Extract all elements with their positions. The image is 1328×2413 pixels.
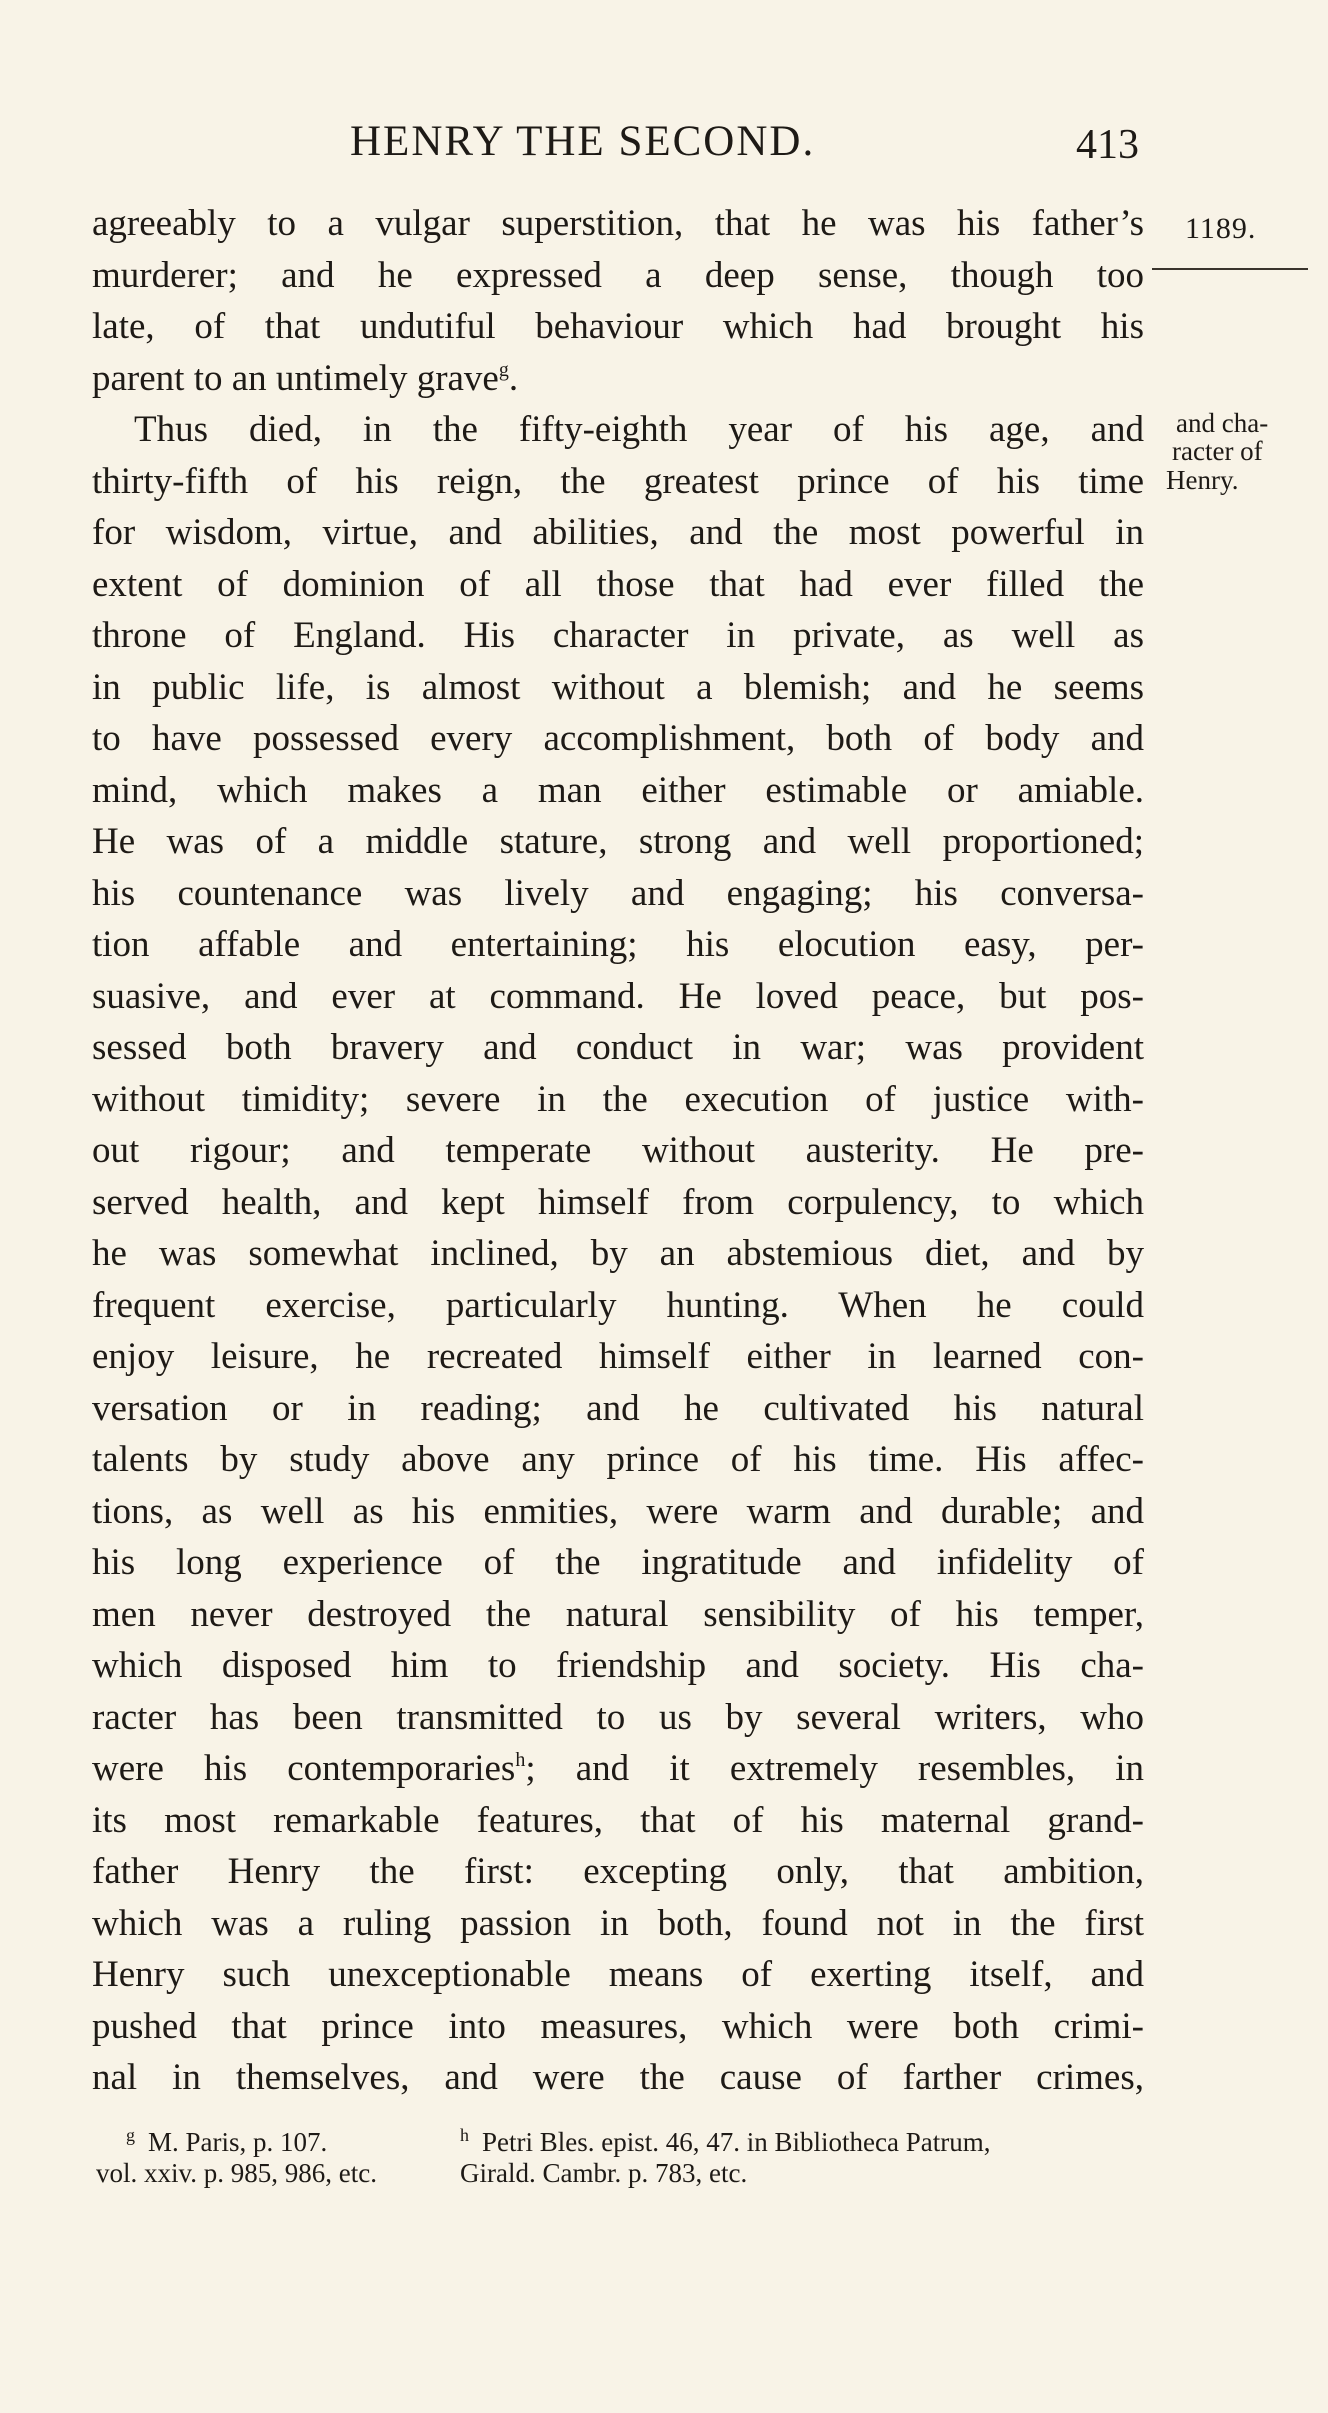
text-line: in public life, is almost without a blemish; and he seems [92,666,1144,708]
margin-rule [1152,268,1308,270]
text-line: murderer; and he expressed a deep sense, though too [92,254,1144,296]
footnote-g-text: M. Paris, p. 107. [148,2127,328,2157]
text-line: without timidity; severe in the execution of justice with- [92,1078,1144,1120]
text-line-content: parent to an untimely grave [92,357,499,399]
footnote-line [96,2116,1196,2157]
text-line: Thus died, in the fifty-eighth year of his age, and [134,409,1144,450]
margin-note-line: racter of [1172,436,1263,466]
footnote-line [96,2154,1196,2192]
text-line: agreeably to a vulgar superstition, that he was his father’s [92,203,1144,244]
text-line: mind, which makes a man either estimable or amiable. [92,769,1144,811]
text-line: throne of England. His character in private, as well as [92,615,1144,656]
text-line: late, of that undutiful behaviour which had brought his [92,306,1144,347]
text-line: to have possessed every accomplishment, both of body and [92,718,1144,759]
text-line: talents by study above any prince of his time. His affec- [92,1439,1144,1480]
text-line: thirty-fifth of his reign, the greatest prince of his time [92,460,1144,502]
text-line: which was a ruling passion in both, found not in the first [92,1902,1144,1944]
text-line: enjoy leisure, he recreated himself either in learned con- [92,1336,1144,1377]
text-line: which disposed him to friendship and society. His cha- [92,1645,1144,1686]
text-line: suasive, and ever at command. He loved peace, but pos- [92,975,1144,1017]
footnote-ref-h: h [515,1749,526,1771]
text-line: for wisdom, virtue, and abilities, and the most powerful in [92,512,1144,553]
text-line: his long experience of the ingratitude and infidelity of [92,1542,1144,1583]
text-line [92,1743,1144,1795]
text-line: He was of a middle stature, strong and well proportioned; [92,821,1144,862]
footnotes [96,2116,1196,2192]
text-line: his countenance was lively and engaging; his conversa- [92,872,1144,914]
running-head [0,117,1328,177]
margin-year: 1189. [1185,212,1257,245]
text-line: frequent exercise, particularly hunting. When he could [92,1284,1144,1326]
text-line: tion affable and entertaining; his elocution easy, per- [92,924,1144,965]
footnote-ref-g: g [498,358,509,381]
margin-note-line: and cha- [1176,408,1269,438]
footnote-h-continued: Girald. Cambr. p. 783, etc. [460,2158,748,2188]
text-line: versation or in reading; and he cultivated his natural [92,1387,1144,1429]
text-line-content: ; and it extremely resembles, in [525,1748,1144,1789]
text-line-content: were his contemporaries [92,1748,516,1789]
text-line: men never destroyed the natural sensibility of his temper, [92,1593,1144,1635]
page-number: 413 [1076,122,1139,168]
running-title: HENRY THE SECOND. [350,118,816,165]
footnote-g-continued: vol. xxiv. p. 985, 986, etc. [96,2158,377,2188]
text-line: out rigour; and temperate without austerity. He pre- [92,1130,1144,1171]
text-line: served health, and kept himself from corpulency, to which [92,1181,1144,1223]
text-line: pushed that prince into measures, which were both crimi- [92,2005,1144,2047]
text-line: racter has been transmitted to us by several writers, who [92,1696,1144,1738]
footnote-marker-g: g [126,2125,135,2145]
text-line-content: . [508,357,519,399]
text-line: its most remarkable features, that of his maternal grand- [92,1799,1144,1841]
body-text [92,198,1144,2104]
margin-note-line: Henry. [1166,465,1239,495]
text-line: he was somewhat inclined, by an abstemious diet, and by [92,1233,1144,1274]
text-line: Henry such unexceptionable means of exerting itself, and [92,1954,1144,1995]
text-line: father Henry the first: excepting only, that ambition, [92,1851,1144,1892]
text-line: extent of dominion of all those that had ever filled the [92,563,1144,605]
footnote-h-text: Petri Bles. epist. 46, 47. in Bibliotheca Patrum, [482,2127,991,2157]
text-line: sessed both bravery and conduct in war; was provident [92,1027,1144,1068]
text-line [92,353,1144,405]
text-line: tions, as well as his enmities, were warm and durable; and [92,1490,1144,1532]
text-line: nal in themselves, and were the cause of farther crimes, [92,2057,1144,2098]
footnote-marker-h: h [460,2125,469,2145]
